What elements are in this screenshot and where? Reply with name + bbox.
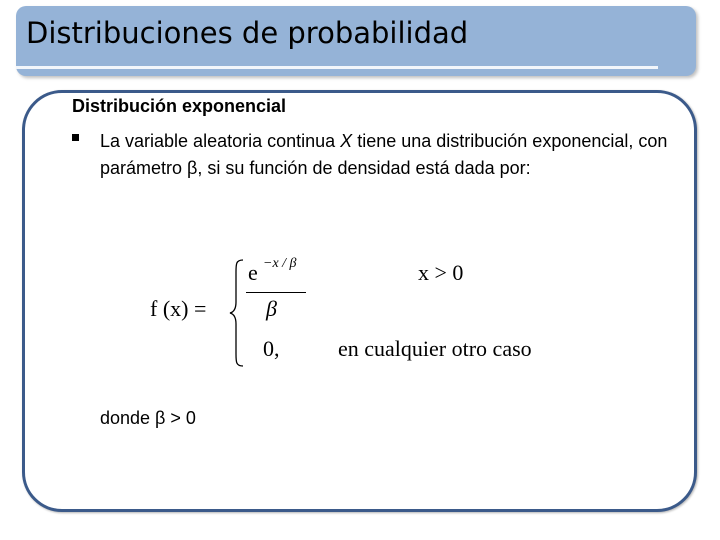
formula-case1-exponent: −x / β <box>263 256 297 271</box>
slide-subtitle: Distribución exponencial <box>72 96 287 116</box>
formula-case1-numerator: e <box>248 260 258 285</box>
formula-case2-value: 0, <box>263 336 280 361</box>
formula-case2-condition: en cualquier otro caso <box>338 336 532 361</box>
left-brace-icon <box>228 258 246 368</box>
formula-lhs: f (x) = <box>150 296 207 321</box>
fraction-line <box>246 292 306 293</box>
formula-case1-condition: x > 0 <box>418 260 464 285</box>
formula-case1-denominator: β <box>266 296 277 321</box>
parameter-note: donde β > 0 <box>100 408 196 428</box>
bullet-variable: X <box>340 131 353 151</box>
bullet-text-prefix: La variable aleatoria continua <box>100 131 341 151</box>
slide-title: Distribuciones de probabilidad <box>26 16 469 50</box>
bullet-text-suffix: tiene una distribución exponencial, con parámetro β, si su función de densidad está dada por: <box>100 131 668 178</box>
